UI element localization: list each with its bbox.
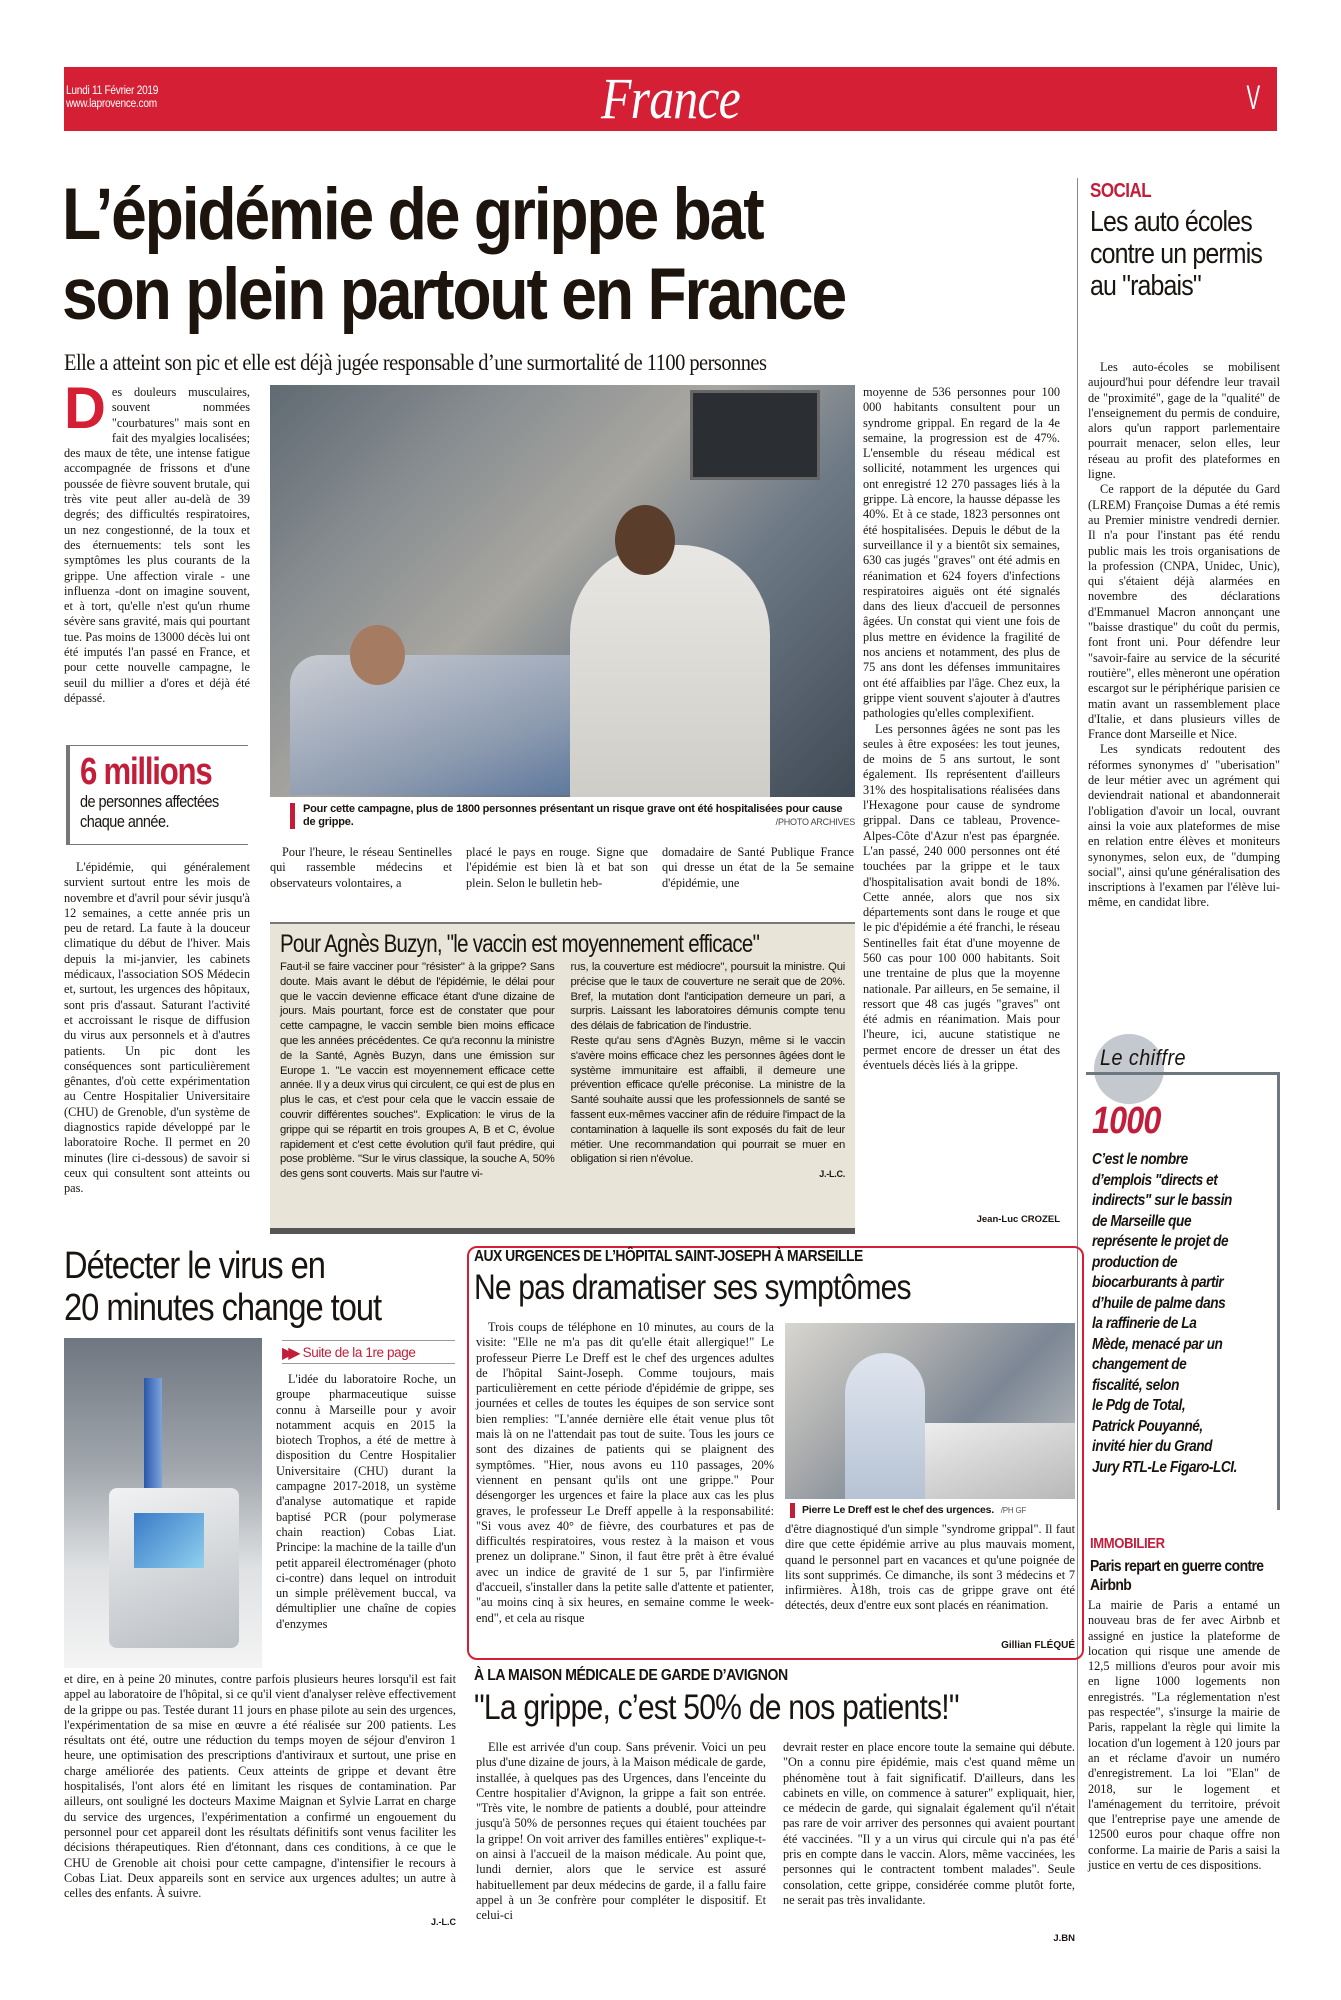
chiffre-line: représente le projet de: [1092, 1233, 1229, 1250]
headline-line-1: L’épidémie de grippe bat: [62, 174, 763, 255]
saint-joseph-col-1: [476, 1320, 774, 1626]
buzyn-col-2: [571, 960, 846, 1182]
immobilier-text: La mairie de Paris a entamé un nouveau bras de fer avec Airbnb et assigné en justice la plateforme de location qui risque une amende de 12,5 millions d'euros pour avoir mis en ligne 1000 logements non enregistrés. "La réglementation n'est pas respectée", s'insurge la mairie de Paris, rappelant la règle qui limite la location d'un logement à 120 jours par an et réclame d'avoir un numéro d'enregistrement. La loi "Elan" de 2018, sur le logement et l'aménagement du territoire, prévoit que l'entreprise paye une amende de 12500 euros pour chaque offre non conforme. La mairie de Paris a saisi la justice en vertu de ces dispositions.: [1088, 1598, 1280, 1873]
chiffre-line: invité hier du Grand: [1092, 1438, 1213, 1455]
social-p1: Les auto-écoles se mobilisent aujourd'hui pour défendre leur travail de "proximité", gage de la "qualité" de l'enseignement du permis de conduire, alors qu'un rapport parlementaire pourrait menacer, selon elles, leur réseau au profit des plateformes en ligne.: [1088, 360, 1280, 482]
main-article-col5: [863, 385, 1060, 1073]
chiffre-line: production de: [1092, 1253, 1178, 1271]
chiffre-line: Patrick Pouyanné,: [1092, 1417, 1203, 1435]
chiffre-line: la raffinerie de La: [1092, 1315, 1197, 1332]
detecter-wide: [64, 1672, 456, 1901]
detecter-col-text: L'idée du laboratoire Roche, un groupe pharmaceutique suisse connu à Marseille pour y avoir notamment acquis en 2015 la biotech Trophos, a été de mettre à disposition du Centre Hospitalier Universitaire (CHU) durant la campagne 2017-2018, un système d'analyse automatique et rapide baptisé PCR (pour polymerase chain reaction) Cobas Liat. Principe: la machine de la taille d'un petit appareil électroménager (photo ci-contre) dans lequel on introduit un simple prélèvement buccal, va démultiplier une chaîne de copies d'enzymes: [276, 1372, 456, 1631]
main-article-para2: [64, 860, 250, 1197]
photo-monitor-shape: [690, 390, 820, 480]
main-article-col3: [466, 845, 648, 891]
analyzer-photo: [64, 1338, 262, 1668]
section-title: France: [601, 66, 740, 131]
doctor-caption-text: Pierre Le Dreff est le chef des urgences.: [802, 1504, 994, 1516]
detecter-title-line-1: Détecter le virus en: [64, 1245, 325, 1287]
main-article-author: Jean-Luc CROZEL: [976, 1214, 1060, 1225]
detecter-title-line-2: 20 minutes change tout: [64, 1287, 382, 1329]
para2-text: L'épidémie, qui généralement survient surtout entre les mois de novembre et d'avril pour sévir jusqu'à 12 semaines, a cette année pris un peu de retard. La faute à la douceur climatique du début de l'hiver. Mais depuis la mi-janvier, les cabinets médicaux, l'association SOS Médecin et, surtout, les urgences des hôpitaux, sont pris d'assaut. Saturant l'activité et accroissant le risque de diffusion du virus aux personnels et à d'autres patients. Un pic dont les conséquences sont particulièrement gênantes, d'où cette expérimentation au Centre Hospitalier Universitaire (CHU) de Grenoble, d'un système de diagnostics rapide développé par le laboratoire Roche. Il permet en 20 minutes (lire ci-dessous) de savoir si ceux qui consultent sont atteints ou pas.: [64, 860, 250, 1196]
saint-joseph-title: Ne pas dramatiser ses symptômes: [474, 1268, 911, 1307]
buzyn-signature: J.-L.C.: [819, 1169, 845, 1180]
social-body: [1088, 360, 1280, 911]
saint-joseph-col-1-text: Trois coups de téléphone en 10 minutes, au cours de la visite: "Elle ne m'a pas dit qu'elle était allergique!" Le professeur Pierre Le Dreff est le chef des urgences adultes de l'hôpital Saint-Joseph. Comme toujours, mais particulièrement en cette période d'épidémie de grippe, ses journées et celles de toutes les équipes de son service sont bien remplies: "L'année dernière elle était venue plus tôt mais là on ne l'attendait pas tout de suite. Tous les jours ce sont des dizaines de patients qui se plaignent des symptômes. "Hier, nous avons eu 110 passages, 20% viennent en pensant qu'ils ont une grippe." Pour désengorger les urgences et faire la place aux cas les plus graves, le professeur Le Dreff appelle à la responsabilité: "Si vous avez 40° de fièvre, des courbatures et pas de difficultés respiratoires, vous restez à la maison et vous prenez un doliprane." Sinon, il faut être prêt à être évalué avec un indice de gravité de 1 sur 5, par l'infirmière d'accueil, s'installer dans la petite salle d'attente et patienter, "au moins cinq à six heures, en semaine comme le week-end", et cela au risque: [476, 1320, 774, 1625]
doctor-photo-caption: [790, 1503, 1075, 1518]
chiffre-line: changement de: [1092, 1356, 1187, 1373]
section-banner: [64, 67, 1277, 131]
photo-machine-shape: [109, 1488, 239, 1648]
immobilier-tag: IMMOBILIER: [1090, 1536, 1165, 1552]
photo-doctor-shape: [845, 1353, 925, 1499]
immobilier-body: [1088, 1598, 1280, 1873]
photo-patient-shape: [350, 625, 405, 685]
chiffre-line: d’huile de palme dans: [1092, 1294, 1226, 1312]
avignon-kicker: À LA MAISON MÉDICALE DE GARDE D’AVIGNON: [474, 1667, 788, 1684]
main-article-col2: [270, 845, 452, 891]
social-p2: Ce rapport de la députée du Gard (LREM) Françoise Dumas a été remis au Premier ministre vendredi dernier. Il n'a pour l'instant pas été rendu public mais les trois organisations de la profession (CNPA, Unidec, Unic), qui s'étaient déjà alarmées en novembre des déclarations d'Emmanuel Macron annonçant une "baisse drastique" du coût du permis, font front uni. Pour défendre leur "savoir-faire au service de la sécurité routière", elles mèneront une opération escargot sur le périphérique parisien ce matin avant un rassemblement place d'Italie, et dans plusieurs villes de France dont Marseille et Nice.: [1088, 482, 1281, 742]
stat-callout-line-2: chaque année.: [80, 812, 169, 831]
social-p3: Les syndicats redoutent des réformes synonymes d' "uberisation" de leur métier avec un agrément qui deviendrait national et abandonnerait l'obligation d'avoir un local, ouvrant ainsi la voie aux plateformes de mise en relation entre élèves et moniteurs synonymes, selon eux, de "dumping social", ainsi qu'une généralisation des inscriptions à l'examen par l'élève lui-même, en candidat libre.: [1088, 742, 1280, 910]
detecter-signature: J.-L.C: [430, 1917, 456, 1927]
photo-credit: /PHOTO ARCHIVES: [775, 817, 855, 827]
avignon-col-2: [783, 1740, 1075, 1908]
photo-screen-shape: [134, 1513, 204, 1568]
continued-label: Suite de la 1re page: [302, 1344, 416, 1360]
col2-text: Pour l'heure, le réseau Sentinelles qui rassemble médecins et observateurs volontaires, a: [270, 845, 452, 890]
photo-bed-shape: [905, 1423, 1075, 1499]
col4-text: domadaire de Santé Publique France qui dresse un état de la 5e semaine d'épidémie, une: [662, 845, 854, 890]
chiffre-line: indirects" sur le bassin: [1092, 1192, 1232, 1209]
col5-p1: moyenne de 536 personnes pour 100 000 habitants consultent pour un syndrome grippal. En regard de la 4e semaine, la progression est de 47%. L'ensemble du réseau médical est sollicité, notamment les urgences qui ont enregistré 12 270 passages liés à la grippe. Là encore, la hausse dépasse les 40%. Et à ce stade, 1823 personnes ont été hospitalisées. Depuis le début de la surveillance il y a bientôt six semaines, 630 cas jugés "graves" ont été admis en réanimation et 624 foyers d'infections respiratoires aiguës ont été signalés dans des lieux d'accueil de personnes âgées. Un constat qui vient une fois de plus mettre en évidence la fragilité de nos anciens et notamment, des plus de 75 ans dont les défenses immunitaires ont été affaiblies par l'âge. Chez eux, la grippe vient souvent s'ajouter à d'autres pathologies qu'elles complexifient.: [863, 385, 1060, 721]
headline-line-2: son plein partout en France: [62, 254, 845, 335]
chiffre-line: C’est le nombre: [1092, 1151, 1188, 1168]
drop-cap: D: [64, 376, 106, 441]
saint-joseph-col-2-text: d'être diagnostiqué d'un simple "syndrome grippal". Il faut dire que cette épidémie arrive au plus mauvais moment, quand le personnel part en vacances et qu'une poignée de lits sont supprimés. Ce dimanche, ils sont 3 médecins et 7 infirmières. À18h, trois cas de grippe grave ont été détectés, deux d'entre eux sont placés en réanimation.: [785, 1522, 1075, 1613]
chiffre-line: le Pdg de Total,: [1092, 1397, 1186, 1414]
saint-joseph-col-2: [785, 1522, 1075, 1614]
photo-nurse-head-shape: [615, 505, 675, 575]
main-article-col4: [662, 845, 854, 891]
chiffre-line: fiscalité, selon: [1092, 1376, 1179, 1394]
chiffre-label: Le chiffre: [1100, 1045, 1186, 1070]
buzyn-col-2-p2: Reste qu'au sens d'Agnès Buzyn, même si le vaccin s'avère moins efficace chez les personnes âgées dont le système immunitaire est affaibli, il demeure une prévention efficace qu'elle préconise. La ministre de la Santé souhaite aussi que les professionnels de santé se fassent eux-mêmes vacciner afin de réduire l'impact de la contamination à laquelle ils sont exposés du fait de leur métier. Une recommandation qui pourrait se muer en obligation si rien n'évolue.: [570, 1034, 845, 1166]
chiffre-line: Jury RTL-Le Figaro-LCI.: [1092, 1458, 1237, 1476]
chiffre-line: biocarburants à partir: [1092, 1274, 1224, 1291]
immobilier-title: Paris repart en guerre contre Airbnb: [1090, 1558, 1264, 1594]
main-article-lead: [64, 376, 250, 706]
chiffre-number: 1000: [1092, 1100, 1161, 1142]
chiffre-line: de Marseille que: [1092, 1212, 1192, 1230]
avignon-col-2-text: devrait rester en place encore toute la semaine qui débute. "On a connu pire épidémie, mais c'est quand même un phénomène tout à fait significatif. D'ailleurs, dans les cabinets en ville, on commence à saturer" expliquait, hier, ce médecin de garde, qui signalait également qu'il n'était pas rare de voir arriver des personnes qui avaient pourtant été vaccinées. "Il y a un virus qui circule qui n'a pas été pris en compte dans le vaccin. Alors, même vaccinées, les personnes qui le contractent tombent malades". Seule consolation, cette grippe, considérée comme plutôt forte, ne serait pas très invalidante.: [783, 1740, 1075, 1907]
lead-text: es douleurs musculaires, souvent nommées "courbatures" mais sont en fait des myalgies localisées; des maux de tête, une intense fatigue accompagnée de frissons et d'une poussée de fièvre souvent brutale, qui très vite peut aller au-delà de 39 degrés; des difficultés respiratoires, un nez congestionné, de la toux et des éternuements: tels sont les symptômes les plus courants de la grippe. Une affection virale - une influenza -dont on imagine souvent, et à tort, qu'elle n'est qu'un rhume sévère sans gravité, mais qui pourtant tue. Pas moins de 13000 décès lui ont été imputés l'an passé en France, et pour cette nouvelle campagne, le seuil du millier a d'ores et déjà été dépassé.: [64, 385, 250, 705]
chiffre-line: Mède, menacé par un: [1092, 1335, 1223, 1353]
stat-callout: [66, 745, 248, 845]
col5-p2: Les personnes âgées ne sont pas les seules à être exposées: les tout jeunes, de moins de 5 ans surtout, le sont également. Ils représentent d'ailleurs 31% des hospitalisations réalisées dans l'Hexagone pour cause de syndrome grippal. Dans ce tableau, Provence-Alpes-Côte d'Azur n'est pas épargnée. L'an passé, 240 000 personnes ont été touchées par la grippe et le taux d'hospitalisation avait bondi de 18%. Cette année, alors que nos six départements sont dans le rouge et que le pic d'épidémie a été franchi, le réseau Sentinelles fait état d'une moyenne de 560 cas pour 100 000 habitants. Soit une trentaine de plus que la moyenne nationale. Par ailleurs, en 5e semaine, il ressort que 48 cas jugés "graves" ont été admis en réanimation. Mais pour l'heure, ici, aucune statistique ne permet encore de dresser un état des éventuels décès liés à la grippe.: [863, 721, 1060, 1073]
chiffre-text: [1092, 1150, 1259, 1478]
photo-caption: [290, 803, 855, 829]
buzyn-col-1: Faut-il se faire vacciner pour "résister" à la grippe? Sans doute. Mais avant le début de l'épidémie, le délai pour que le vaccin devienne efficace étant d'une dizaine de jours. Mais pourtant, force est de constater que pour cette campagne, le vaccin semble bien moins efficace que les années précédentes. Ce qu'a reconnu la ministre de la Santé, Agnès Buzyn, dans une émission sur Europe 1. "Le vaccin est moyennement efficace cette année. Il y a deux virus qui circulent, ce qui est de plus en plus le cas, et c'est pour cela que le vaccin essaie de couvrir différentes souches". Explication: le virus de la grippe qui se répartit en trois groupes A, B et C, évolue rapidement et c'est cette évolution qu'il faut prédire, qui pose problème. "Sur le virus classique, la souche A, 50% des gens sont couverts. Mais sur l'autre vi-: [280, 961, 555, 1181]
avignon-title: "La grippe, c’est 50% de nos patients!": [474, 1688, 959, 1727]
buzyn-title: Pour Agnès Buzyn, "le vaccin est moyennement efficace": [280, 930, 760, 958]
chiffre-line: d’emplois "directs et: [1092, 1171, 1218, 1189]
saint-joseph-signature: Gillian FLÉQUÉ: [1001, 1640, 1075, 1651]
stat-callout-number: 6 millions: [80, 751, 212, 793]
edition-date: Lundi 11 Février 2019: [66, 85, 159, 97]
buzyn-col-2-p1: rus, la couverture est médiocre", poursuit la ministre. Qui précise que le taux de couverture ne serait que de 20%. Bref, la mutation dont l'anticipation demeure un pari, a surpris. Laissant les laboratoires démunis compte tenu des délais de fabrication de l'industrie.: [570, 961, 845, 1033]
hospital-photo: [270, 385, 855, 797]
detecter-title: [64, 1245, 408, 1329]
edition-info: [66, 85, 158, 111]
continued-from-front-link[interactable]: [282, 1340, 455, 1364]
main-subhead: Elle a atteint son pic et elle est déjà jugée responsable d’une surmortalité de 1100 personnes: [64, 350, 767, 376]
website-link[interactable]: www.laprovence.com: [66, 98, 157, 110]
page-number: V: [1246, 79, 1261, 117]
doctor-photo: [785, 1323, 1075, 1499]
photo-nurse-shape: [570, 545, 770, 797]
avignon-col-1-text: Elle est arrivée d'un coup. Sans prévenir. Voici un peu plus d'une dizaine de jours, à la Maison médicale de garde, installée, à quelques pas des Urgences, dans l'enceinte du Centre hospitalier d'Avignon, la grippe a fait son entrée. "Très vite, le nombre de patients a doublé, pour atteindre jusqu'à 50% de personnes reçues qui étaient touchées par la grippe! On voit arriver des familles entières" explique-t-on ainsi à l'accueil de la maison médicale. Au point que, lundi dernier, alors que le service est assuré habituellement par deux médecins de garde, il a fallu faire appel à un 3e confrère pour compléter le dispositif. Et celui-ci: [476, 1740, 766, 1923]
detecter-col: [276, 1372, 456, 1632]
double-arrow-icon: ▶▶: [282, 1342, 295, 1362]
buzyn-sidebar-box: [270, 922, 855, 1234]
saint-joseph-kicker: AUX URGENCES DE L’HÔPITAL SAINT-JOSEPH À MARSEILLE: [474, 1248, 863, 1265]
avignon-signature: J.BN: [1053, 1933, 1075, 1944]
stat-callout-line-1: de personnes affectées: [80, 792, 219, 811]
avignon-col-1: [476, 1740, 766, 1924]
social-title: Les auto écoles contre un permis au "rabais": [1090, 206, 1262, 302]
photo-caption-text: Pour cette campagne, plus de 1800 personnes présentant un risque grave ont été hospitalisées pour cause de grippe.: [303, 803, 843, 828]
main-headline: [62, 175, 942, 335]
doctor-photo-credit: /PH GF: [1000, 1506, 1027, 1515]
col3-text: placé le pays en rouge. Signe que l'épidémie est bien là et bat son plein. Selon le bulletin heb-: [466, 845, 648, 890]
social-tag: SOCIAL: [1090, 180, 1152, 202]
detecter-wide-text: et dire, en à peine 20 minutes, contre parfois plusieurs heures lorsqu'il est fait appel au laboratoire de l'hôpital, si ce qu'il vient d'analyser relève effectivement de la grippe ou pas. Testée durant 11 jours en phase pilote au sein des urgences, l'expérimentation de sa mise en œuvre a été réalisée sur 200 patients. Les résultats ont été, outre une réduction du temps moyen de séjour d'environ 1 heure, une optimisation des prescriptions d'antiviraux et surtout, une prise en charge améliorée des patients. Ceux atteints de grippe et devant être hospitalisés, l'ont alors été en limitant les risques de contamination. Par ailleurs, ont souligné les docteurs Maxime Maignan et Sylvie Larrat en charge du service des urgences, l'expérimentation a confirmé un engouement du personnel pour cet appareil dont les résultats définitifs sont venus faciliter les décisions thérapeutiques. Rien d'étonnant, dans ces conditions, à ce que le CHU de Grenoble ait choisi pour cette campagne, d'intensifier le recours à Cobas Liat. Deux appareils sont en service aux urgences adultes; un autre à celles des enfants. À suivre.: [64, 1672, 456, 1901]
